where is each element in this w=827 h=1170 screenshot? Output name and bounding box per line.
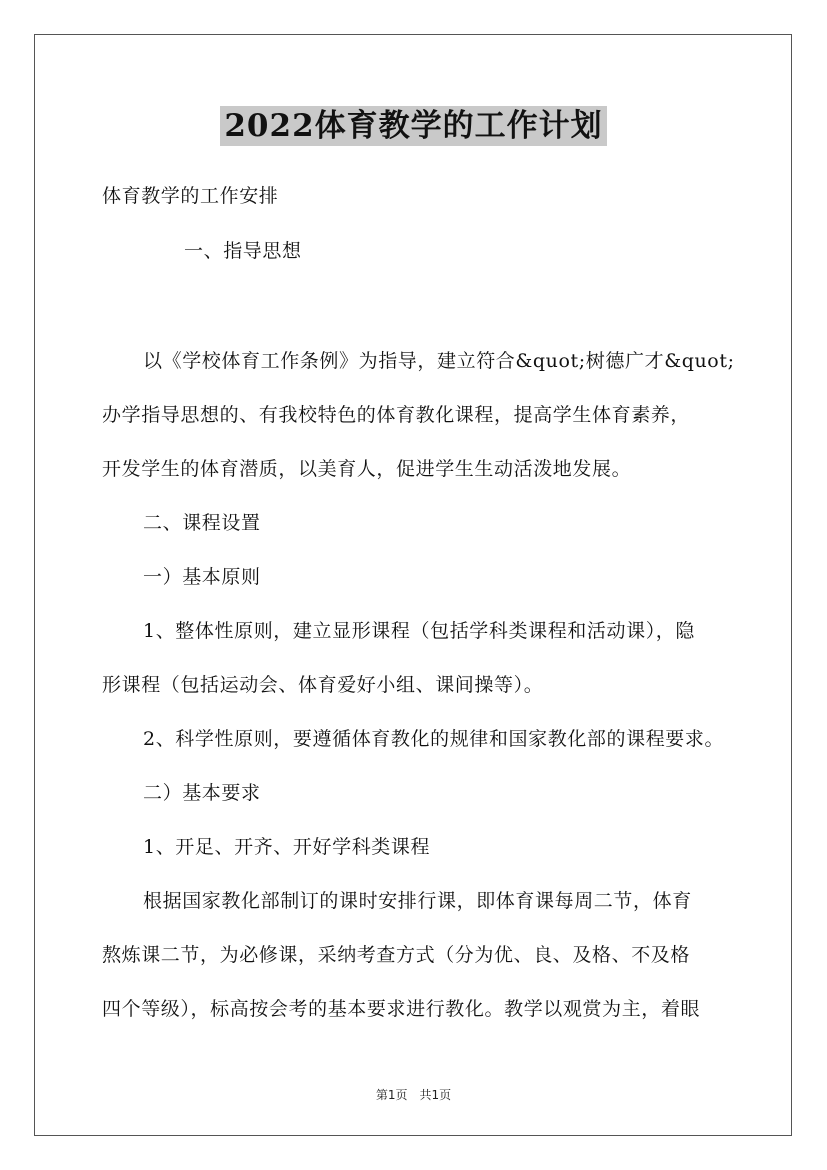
list-item: 1、开足、开齐、开好学科类课程 [143,836,431,858]
paragraph-line: 以《学校体育工作条例》为指导，建立符合&quot;树德广才&quot; [143,350,735,372]
heading-basic-principles: 一）基本原则 [143,566,261,588]
paragraph-line: 熬炼课二节，为必修课，采纳考查方式（分为优、良、及格、不及格 [102,944,691,966]
paragraph-line: 1、整体性原则，建立显形课程（包括学科类课程和活动课），隐 [143,620,695,642]
document-title: 2022体育教学的工作计划 [220,106,606,146]
heading-basic-requirements: 二）基本要求 [143,782,261,804]
subtitle: 体育教学的工作安排 [102,185,279,207]
paragraph-line: 形课程（包括运动会、体育爱好小组、课间操等）。 [102,674,544,696]
document-title-block [0,100,827,145]
paragraph-line: 四个等级），标高按会考的基本要求进行教化。教学以观赏为主，着眼 [102,998,701,1020]
page-footer: 第1页 共1页 [375,1088,452,1102]
heading-guiding-thought: 一、指导思想 [184,240,302,262]
paragraph-line: 根据国家教化部制订的课时安排行课，即体育课每周二节，体育 [143,890,692,912]
heading-course-setup: 二、课程设置 [143,512,261,534]
paragraph-line: 2、科学性原则，要遵循体育教化的规律和国家教化部的课程要求。 [143,728,725,750]
paragraph-line: 办学指导思想的、有我校特色的体育教化课程，提高学生体育素养， [102,404,691,426]
paragraph-line: 开发学生的体育潜质，以美育人，促进学生生动活泼地发展。 [102,458,632,480]
